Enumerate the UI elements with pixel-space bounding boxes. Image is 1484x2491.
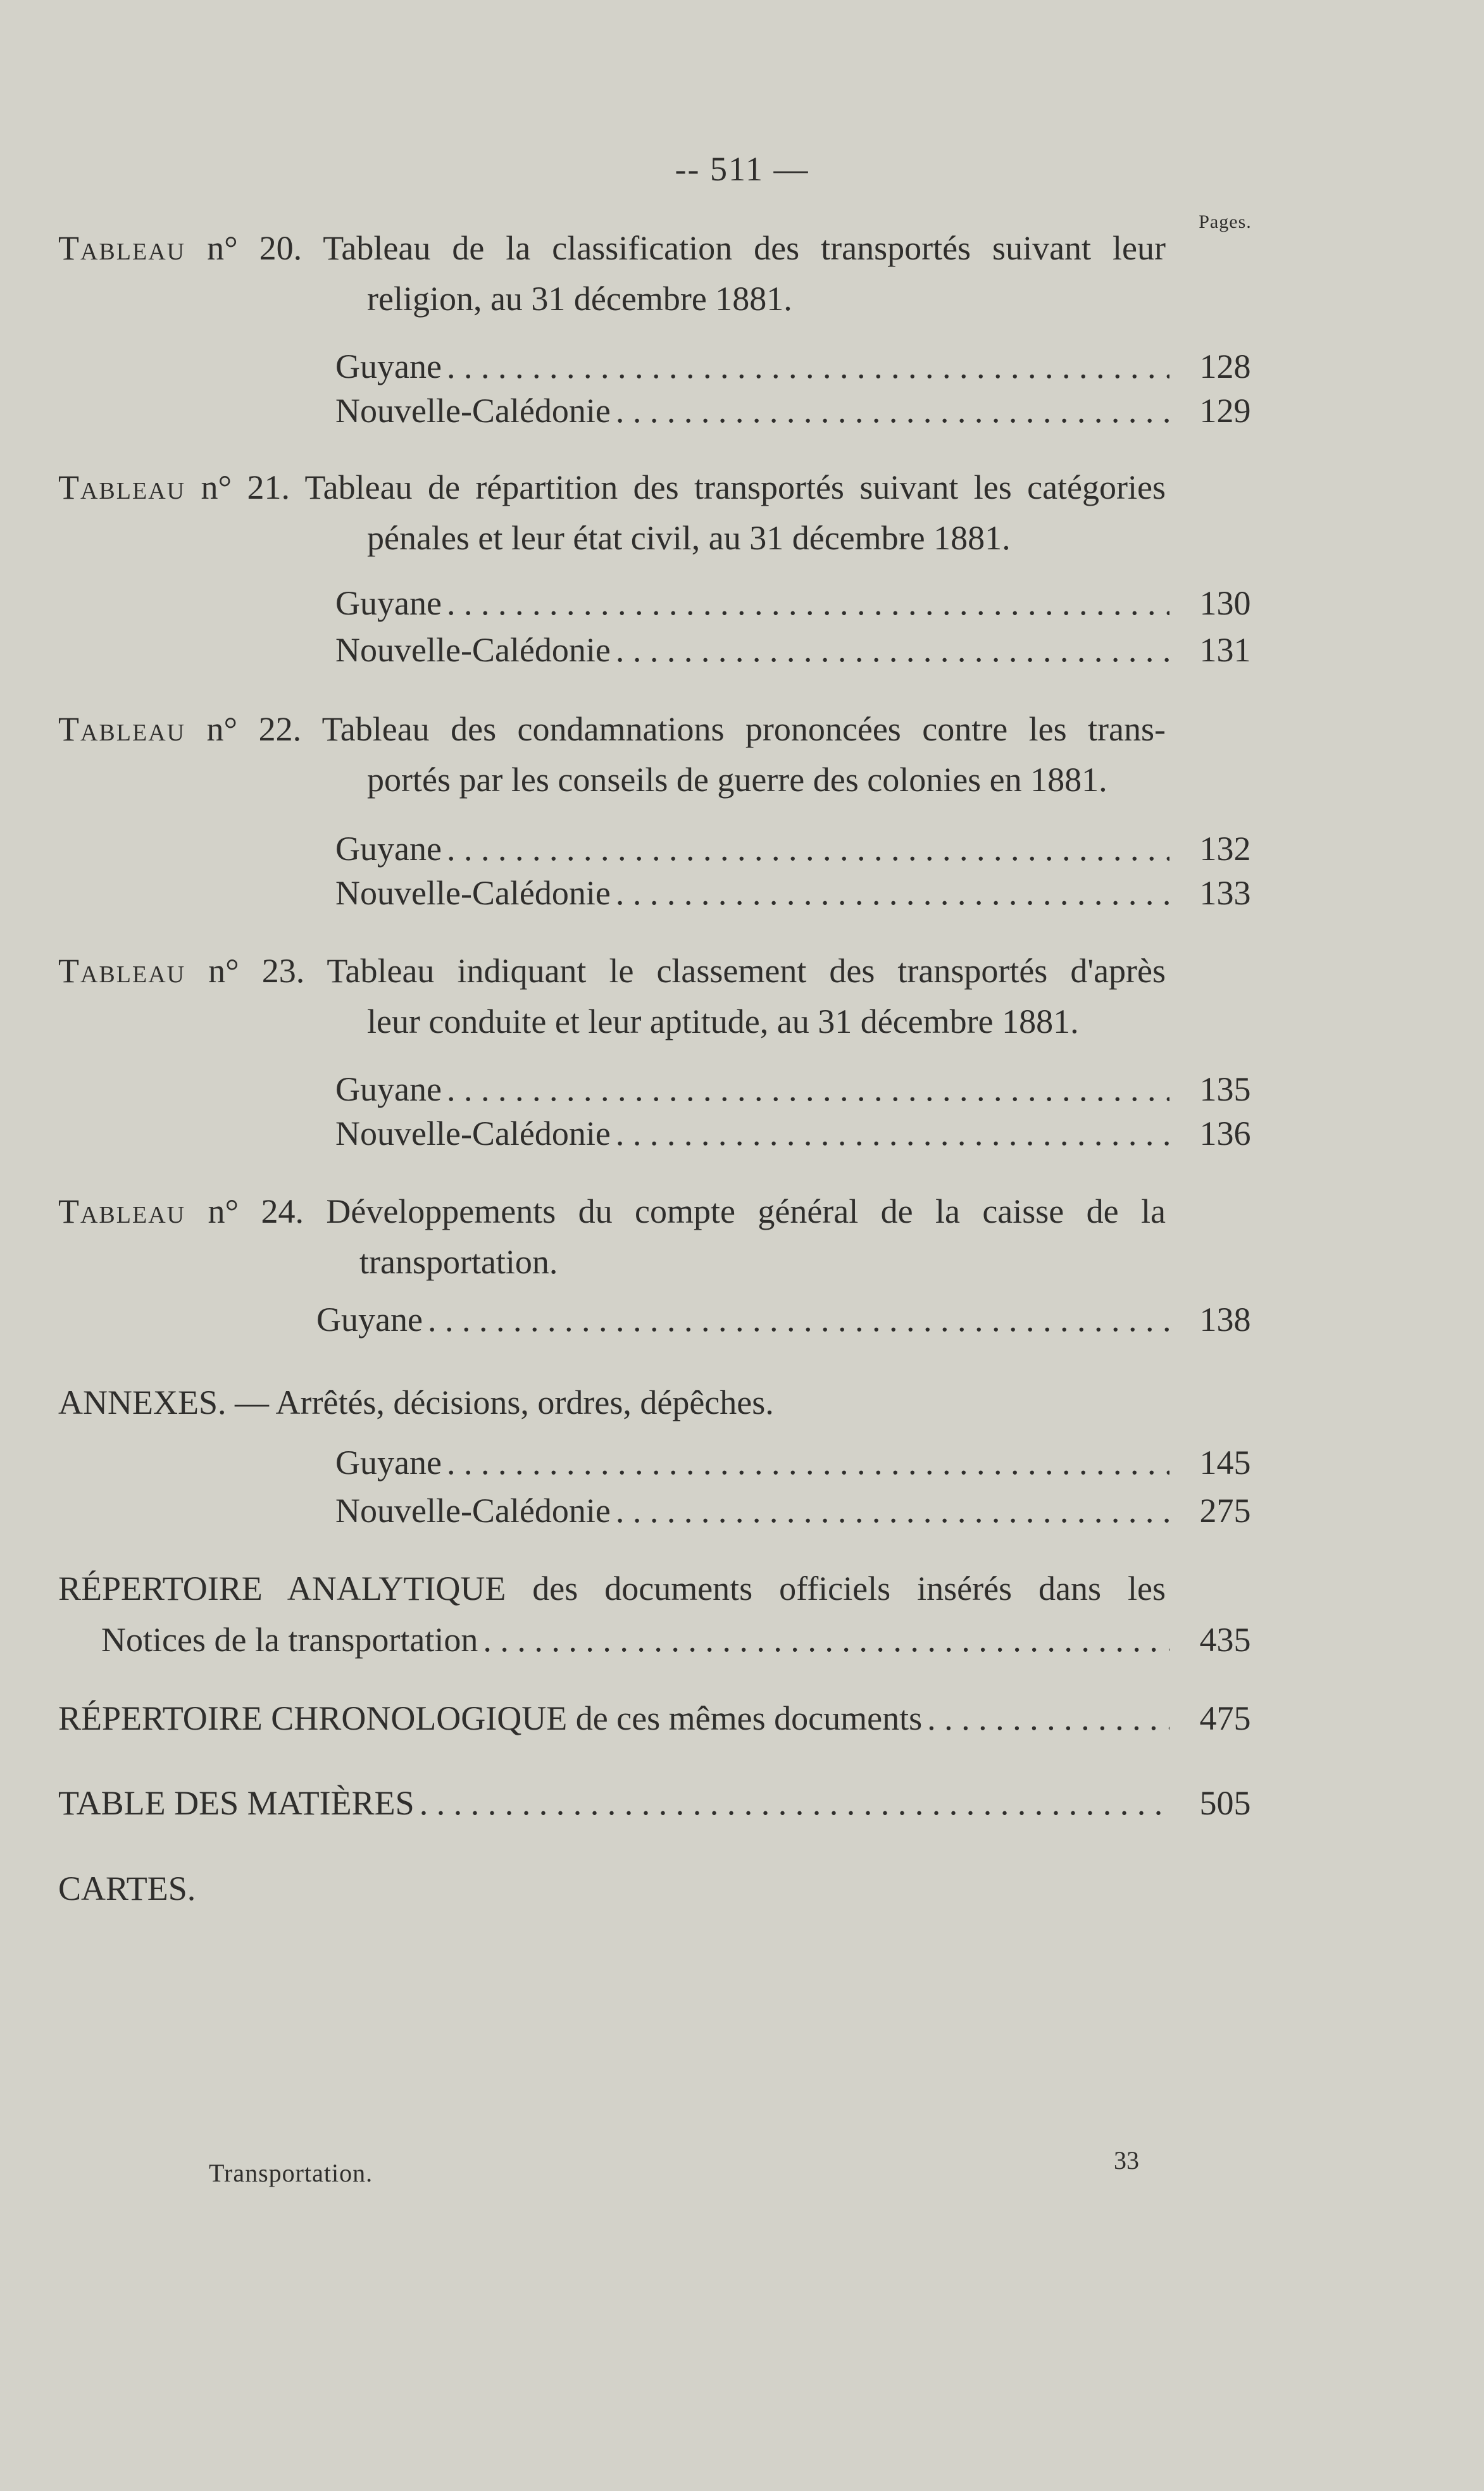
tableau-number: n° 23. [208,952,305,990]
dot-leader [483,1615,1169,1664]
entry-page: 435 [1199,1621,1251,1659]
dot-leader [447,1438,1169,1487]
dot-leader [447,1064,1169,1114]
entry-label: Nouvelle-Calédonie [335,1114,611,1152]
dot-leader [447,342,1169,391]
tableau-number: n° 22. [206,710,302,748]
entry-page: 145 [1199,1444,1251,1482]
tableau-title-continued: transportation. [359,1243,558,1281]
dot-leader [616,625,1169,675]
tableau-23 [58,946,1166,1047]
dot-leader [616,386,1169,435]
entry-label: Notices de la transportation [101,1621,478,1659]
entry-page: 135 [1199,1070,1251,1108]
dot-leader [447,578,1169,628]
toc-entry [335,1064,1266,1114]
toc-entry [335,1486,1266,1535]
footer-sheet-number: 33 [1114,2146,1139,2175]
entry-label: Nouvelle-Calédonie [335,392,611,430]
tableau-title-continued: pénales et leur état civil, au 31 décembre 1881. [367,519,1011,557]
entry-label: Guyane [335,584,442,622]
tableau-title-continued: portés par les conseils de guerre des colonies en 1881. [367,761,1107,799]
tableau-title: Tableau indiquant le classement des transportés d'après [327,952,1166,990]
dot-leader [927,1694,1169,1743]
tableau-title: Tableau de la classification des transportés suivant leur [323,229,1166,267]
entry-label: TABLE DES MATIÈRES [58,1784,415,1822]
entry-page: 133 [1199,874,1251,912]
toc-entry [335,824,1266,873]
tableau-label: Tableau [58,229,186,267]
entry-label: Nouvelle-Calédonie [335,874,611,912]
toc-entry [58,1694,1266,1743]
tableau-title-continued: religion, au 31 décembre 1881. [367,280,792,318]
tableau-title-continued: leur conduite et leur aptitude, au 31 décembre 1881. [367,1002,1079,1040]
tableau-24 [58,1186,1166,1287]
tableau-label: Tableau [58,710,186,748]
tableau-label: Tableau [58,952,186,990]
entry-page: 138 [1199,1301,1251,1339]
tableau-label: Tableau [58,468,186,506]
tableau-heading [58,704,1166,754]
entry-label: RÉPERTOIRE CHRONOLOGIQUE de ces mêmes documents [58,1699,923,1737]
tableau-heading [58,462,1166,513]
toc-entry [101,1615,1266,1664]
dot-leader [616,1109,1169,1158]
tableau-20 [58,223,1166,324]
tableau-21 [58,462,1166,563]
toc-entry [58,1778,1266,1828]
tableau-number: n° 24. [208,1192,304,1230]
entry-page: 130 [1199,584,1251,622]
dot-leader [616,868,1169,918]
tableau-heading [58,223,1166,273]
entry-page: 129 [1199,392,1251,430]
toc-entry [335,1109,1266,1158]
toc-entry [335,625,1266,675]
dot-leader [616,1486,1169,1535]
entry-page: 132 [1199,830,1251,868]
annexes-heading: ANNEXES. — Arrêtés, décisions, ordres, dépêches. [58,1383,774,1421]
tableau-heading [58,946,1166,996]
entry-label: Nouvelle-Calédonie [335,1492,611,1530]
entry-label: Nouvelle-Calédonie [335,631,611,669]
pages-column-label: Pages. [1199,211,1252,232]
dot-leader [428,1295,1169,1344]
entry-page: 505 [1199,1784,1251,1822]
cartes-heading: CARTES. [58,1870,196,1907]
tableau-22 [58,704,1166,805]
toc-entry [335,1438,1266,1487]
toc-entry [316,1295,1266,1344]
tableau-title: Tableau de répartition des transportés suivant les catégories [304,468,1166,506]
toc-entry [335,578,1266,628]
toc-entry [335,386,1266,435]
entry-label: Guyane [335,1070,442,1108]
entry-page: 128 [1199,347,1251,385]
entry-label: Guyane [335,830,442,868]
entry-page: 131 [1199,631,1251,669]
footer-signature: Transportation. [209,2159,373,2187]
toc-entry [335,342,1266,391]
entry-label: Guyane [316,1301,423,1339]
entry-page: 475 [1199,1699,1251,1737]
tableau-number: n° 21. [201,468,290,506]
dot-leader [447,824,1169,873]
tableau-title: Tableau des condamnations prononcées contre les trans- [321,710,1166,748]
toc-entry [335,868,1266,918]
tableau-heading [58,1186,1166,1237]
tableau-label: Tableau [58,1192,186,1230]
entry-label: Guyane [335,1444,442,1482]
entry-label: Guyane [335,347,442,385]
entry-page: 275 [1199,1492,1251,1530]
dot-leader [420,1778,1169,1828]
tableau-number: n° 20. [207,229,302,267]
entry-page: 136 [1199,1114,1251,1152]
page-number: -- 511 — [675,150,809,188]
tableau-title: Développements du compte général de la caisse de la [326,1192,1166,1230]
repertoire-analytique-line1: RÉPERTOIRE ANALYTIQUE des documents officiels insérés dans les [58,1570,1166,1608]
